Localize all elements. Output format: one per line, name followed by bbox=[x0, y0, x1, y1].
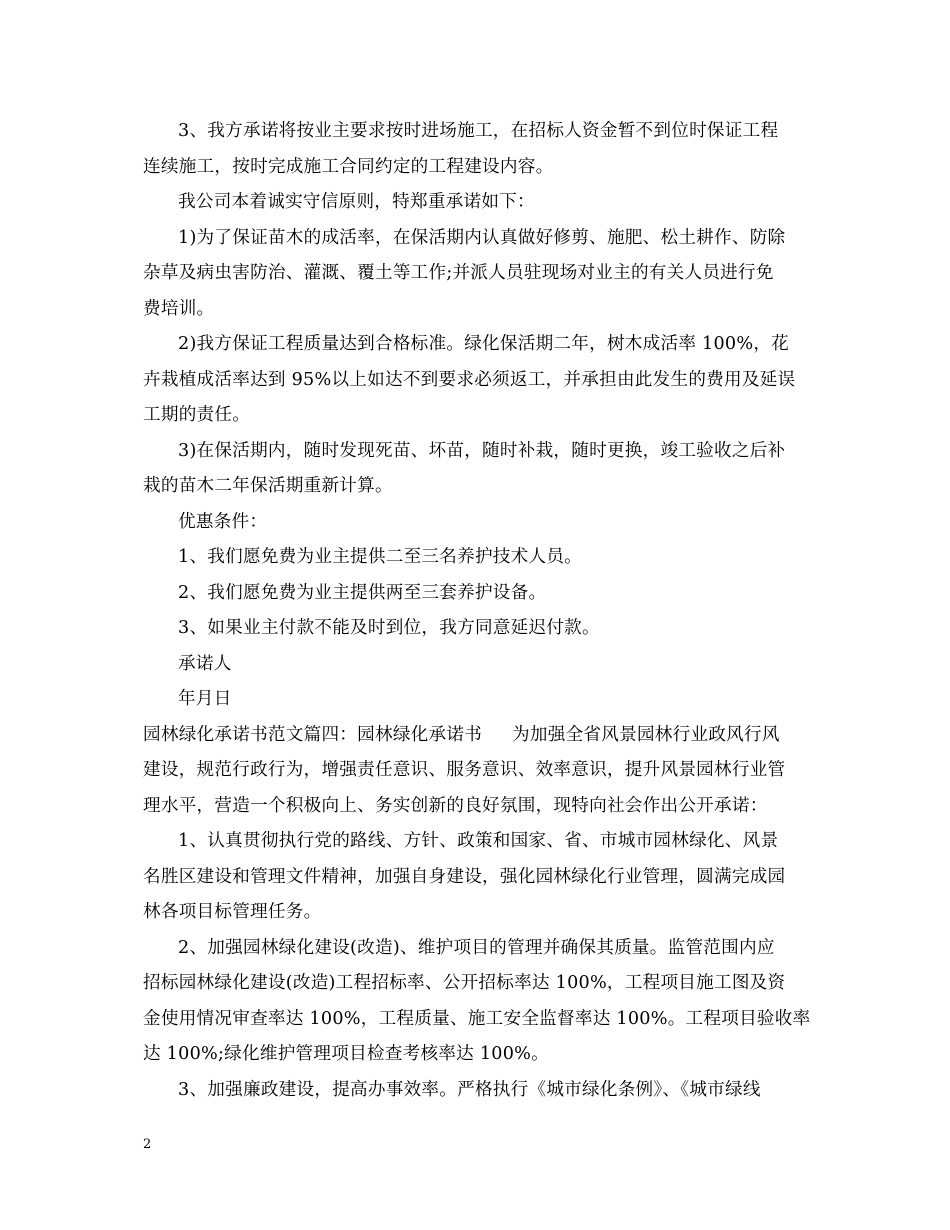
paragraph-line: 栽的苗木二年保活期重新计算。 bbox=[143, 476, 393, 496]
section-heading-line bbox=[143, 718, 811, 754]
paragraph-line: 工期的责任。 bbox=[143, 405, 251, 425]
paragraph-line: 3、加强廉政建设，提高办事效率。严格执行《城市绿化条例》、《城市绿线 bbox=[178, 1079, 761, 1100]
paragraph-line: 理水平，营造一个积极向上、务实创新的良好氛围，现特向社会作出公开承诺： bbox=[143, 795, 768, 816]
paragraph-line: 3)在保活期内，随时发现死苗、坏苗，随时补栽，随时更换，竣工验收之后补 bbox=[178, 440, 786, 461]
document-body bbox=[143, 114, 811, 1108]
paragraph-line: 2、我们愿免费为业主提供两至三套养护设备。 bbox=[178, 582, 547, 603]
paragraph-line: 金使用情况审查率达 100%，工程质量、施工安全监督率达 100%。工程项目验收率 bbox=[143, 1008, 811, 1029]
paragraph-line: 1、我们愿免费为业主提供二至三名养护技术人员。 bbox=[178, 547, 583, 567]
paragraph-text: 为加强全省风景园林行业政风行风 bbox=[512, 724, 780, 745]
paragraph-line: 建设，规范行政行为，增强责任意识、服务意识、效率意识，提升风景园林行业管 bbox=[143, 760, 786, 780]
page-number: 2 bbox=[143, 1137, 152, 1152]
paragraph-line: 3、如果业主付款不能及时到位，我方同意延迟付款。 bbox=[178, 618, 600, 638]
paragraph-line: 费培训。 bbox=[143, 298, 215, 319]
paragraph-line: 名胜区建设和管理文件精神，加强自身建设，强化园林绿化行业管理，圆满完成园 bbox=[143, 866, 786, 887]
signatory-label: 承诺人 bbox=[178, 653, 232, 674]
paragraph-line: 2、加强园林绿化建设(改造)、维护项目的管理并确保其质量。监管范围内应 bbox=[178, 937, 775, 958]
paragraph-line: 连续施工，按时完成施工合同约定的工程建设内容。 bbox=[143, 156, 554, 177]
paragraph-line: 3、我方承诺将按业主要求按时进场施工，在招标人资金暂不到位时保证工程 bbox=[178, 121, 779, 141]
section-heading: 园林绿化承诺书范文篇四：园林绿化承诺书 bbox=[143, 724, 483, 745]
paragraph-line: 1)为了保证苗木的成活率，在保活期内认真做好修剪、施肥、松土耕作、防除 bbox=[178, 227, 786, 248]
paragraph-line: 杂草及病虫害防治、灌溉、覆土等工作;并派人员驻现场对业主的有关人员进行免 bbox=[143, 263, 774, 283]
paragraph-line: 达 100%;绿化维护管理项目检查考核率达 100%。 bbox=[143, 1044, 549, 1064]
date-label: 年月日 bbox=[178, 689, 232, 709]
paragraph-line: 招标园林绿化建设(改造)工程招标率、公开招标率达 100%，工程项目施工图及资 bbox=[143, 973, 786, 993]
paragraph-line: 优惠条件： bbox=[178, 511, 268, 532]
paragraph-line: 卉栽植成活率达到 95%以上如达不到要求必须返工，并承担由此发生的费用及延误 bbox=[143, 369, 796, 390]
paragraph-line: 1、认真贯彻执行党的路线、方针、政策和国家、省、市城市园林绿化、风景 bbox=[178, 831, 779, 851]
paragraph-line: 2)我方保证工程质量达到合格标准。绿化保活期二年，树木成活率 100%，花 bbox=[178, 334, 790, 354]
paragraph-line: 林各项目标管理任务。 bbox=[143, 902, 322, 922]
paragraph-line: 我公司本着诚实守信原则，特郑重承诺如下： bbox=[178, 192, 535, 212]
